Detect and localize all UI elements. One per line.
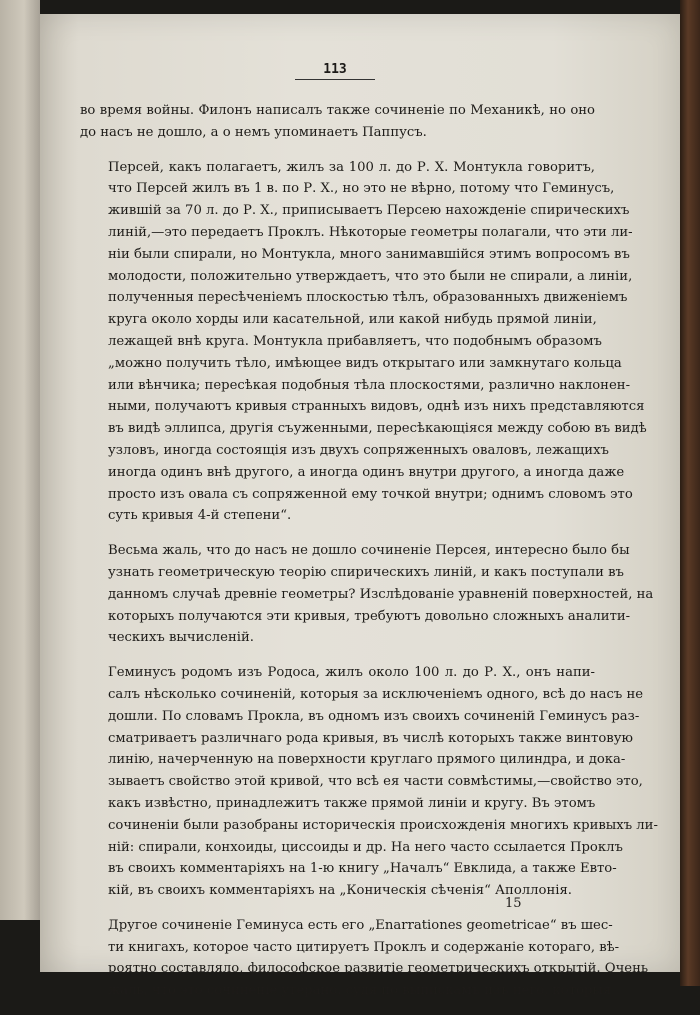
paragraph xyxy=(80,157,647,528)
text-line: молодости, положительно утверждаетъ, что это были не спирали, а линіи, xyxy=(108,268,633,284)
text-line: дошли. По словамъ Прокла, въ одномъ изъ своихъ сочиненій Геминусъ раз- xyxy=(108,708,640,724)
paragraph xyxy=(80,915,649,1002)
text-line: узловъ, иногда состоящія изъ двухъ сопряженныхъ оваловъ, лежащихъ xyxy=(108,442,609,458)
book-page xyxy=(40,14,680,999)
text-line: иногда одинъ внѣ другого, а иногда одинъ внутри другого, а иногда даже xyxy=(108,464,625,480)
text-line: Геминусъ родомъ изъ Родоса, жилъ около 100 л. до Р. Х., онъ напи- xyxy=(108,665,595,681)
text-line: до насъ не дошло, а о немъ упоминаетъ Паппусъ. xyxy=(80,124,427,140)
text-line: какъ извѣстно, принадлежитъ также прямой линіи и кругу. Въ этомъ xyxy=(108,795,596,811)
signature-mark: 15 xyxy=(505,896,522,911)
page-number: 113 xyxy=(295,62,375,80)
text-line: сочиненіи были разобраны историческія происхожденія многихъ кривыхъ ли- xyxy=(108,817,658,833)
text-line: что Персей жилъ въ 1 в. по Р. Х., но это не вѣрно, потому что Геминусъ, xyxy=(108,181,615,197)
book-spine xyxy=(680,0,700,986)
text-line: „можно получить тѣло, имѣющее видъ открытаго или замкнутаго кольца xyxy=(108,355,622,371)
text-line: данномъ случаѣ древніе геометры? Изслѣдованіе уравненій поверхностей, на xyxy=(108,586,654,602)
paragraph xyxy=(80,540,654,649)
text-line: линій,—это передаетъ Проклъ. Нѣкоторые геометры полагали, что эти ли- xyxy=(108,224,633,240)
text-line: ческихъ вычисленій. xyxy=(108,630,254,646)
text-line: ти книгахъ, которое часто цитируетъ Проклъ и содержаніе котораго, вѣ- xyxy=(108,939,620,955)
paragraph xyxy=(80,662,658,902)
text-line: полученныя пересѣченіемъ плоскостью тѣлъ, образованныхъ движеніемъ xyxy=(108,290,628,306)
text-line: узнать геометрическую теорію спирическихъ линій, и какъ поступали въ xyxy=(108,564,624,580)
text-line: Весьма жаль, что до насъ не дошло сочиненіе Персея, интересно было бы xyxy=(108,543,630,559)
body-text xyxy=(80,100,658,1015)
facing-page-edge xyxy=(0,0,40,920)
text-line: круга около хорды или касательной, или какой нибудь прямой линіи, xyxy=(108,312,597,328)
text-line: линію, начерченную на поверхности круглаго прямого цилиндра, и дока- xyxy=(108,752,626,768)
text-line: роятно составляло, философское развитіе геометрическихъ открытій. Очень xyxy=(108,961,649,977)
text-line: ній: спирали, конхоиды, циссоиды и др. На него часто ссылается Проклъ xyxy=(108,839,623,855)
text-line: сматриваетъ различнаго рода кривыя, въ числѣ которыхъ также винтовую xyxy=(108,730,633,746)
text-line: суть кривыя 4-й степени“. xyxy=(108,508,292,524)
text-line: ніи были спирали, но Монтукла, много занимавшійся этимъ вопросомъ въ xyxy=(108,246,630,262)
text-line: жившій за 70 л. до Р. Х., приписываетъ Персею нахожденіе спирическихъ xyxy=(108,203,630,219)
text-line: которыхъ получаются эти кривыя, требуютъ довольно сложныхъ аналити- xyxy=(108,608,631,624)
text-line: жаль, что это сочиненіе утерано, судя по выпискамъ изъ него, которыя xyxy=(108,983,612,999)
text-line: въ своихъ комментаріяхъ на 1-ю книгу „Началъ“ Евклида, а также Евто- xyxy=(108,861,617,877)
text-line: во время войны. Филонъ написалъ также сочиненіе по Механикѣ, но оно xyxy=(80,103,595,118)
text-line: или вѣнчика; пересѣкая подобныя тѣла плоскостями, различно наклонен- xyxy=(108,377,631,393)
text-line: Другое сочиненіе Геминуса есть его „Enarrationes geometricae“ въ шес- xyxy=(108,917,613,933)
text-line: кій, въ своихъ комментаріяхъ на „Коническія сѣченія“ Аполлонія. xyxy=(108,883,572,899)
text-line: зываетъ свойство этой кривой, что всѣ ея части совмѣстимы,—свойство это, xyxy=(108,774,643,790)
paragraph xyxy=(80,100,595,144)
text-line: Персей, какъ полагаетъ, жилъ за 100 л. до Р. Х. Монтукла говоритъ, xyxy=(108,159,595,175)
text-line: просто изъ овала съ сопряженной ему точкой внутри; однимъ словомъ это xyxy=(108,486,633,502)
text-line: въ видѣ эллипса, другія съуженными, пересѣкающіяся между собою въ видѣ xyxy=(108,421,647,437)
text-line: салъ нѣсколько сочиненій, которыя за исключеніемъ одного, всѣ до насъ не xyxy=(108,686,644,702)
text-line: лежащей внѣ круга. Монтукла прибавляетъ, что подобнымъ образомъ xyxy=(108,333,602,349)
text-line: ными, получаютъ кривыя странныхъ видовъ, однѣ изъ нихъ представляются xyxy=(108,399,645,415)
